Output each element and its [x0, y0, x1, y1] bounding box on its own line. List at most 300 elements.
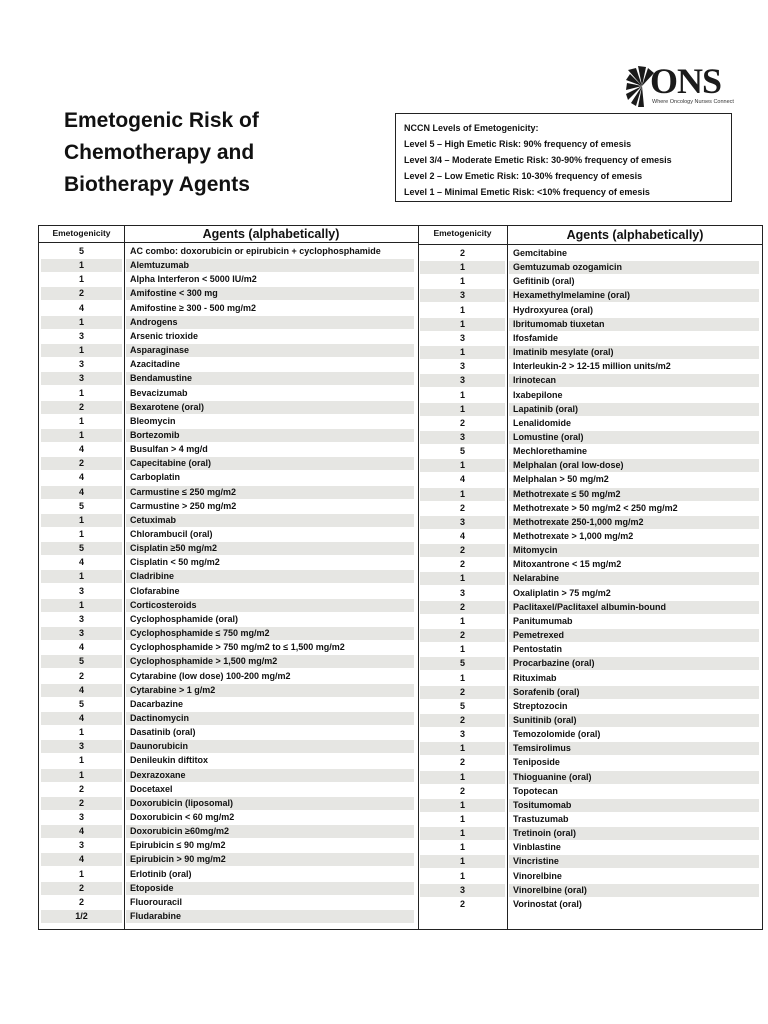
agent-cell: Androgens [126, 316, 414, 329]
agent-cell: Dactinomycin [126, 712, 414, 725]
emetogenicity-cell: 2 [420, 629, 505, 642]
emetogenicity-cell: 2 [78, 896, 84, 907]
emetogenicity-cell: 1 [420, 488, 505, 501]
agent-cell: Bleomycin [130, 415, 176, 426]
emetogenicity-cell: 1 [41, 514, 122, 527]
emetogenicity-cell: 3 [459, 587, 465, 598]
table-row [41, 415, 414, 428]
table-row [420, 813, 759, 826]
levels-heading: NCCN Levels of Emetogenicity: [404, 123, 539, 133]
header-rule-left [39, 242, 418, 243]
emetogenicity-cell: 1 [41, 344, 122, 357]
emetogenicity-cell: 1 [78, 529, 84, 539]
emetogenicity-cell: 3 [78, 840, 84, 851]
table-row [420, 855, 759, 868]
table-row [41, 457, 414, 470]
emetogenicity-cell: 1 [78, 415, 84, 426]
emetogenicity-cell: 4 [78, 444, 84, 455]
emetogenicity-cell: 5 [78, 698, 84, 709]
emetogenicity-cell: 2 [78, 783, 84, 794]
agent-cell: Carmustine ≤ 250 mg/m2 [126, 486, 414, 499]
agent-cell: Methotrexate ≤ 50 mg/m2 [509, 488, 759, 501]
emetogenicity-cell: 4 [41, 712, 122, 725]
agent-cell: Vinorelbine (oral) [509, 884, 759, 897]
agent-cell: Doxorubicin ≥60mg/m2 [126, 825, 414, 838]
table-row [41, 740, 414, 753]
emetogenicity-cell: 3 [41, 627, 122, 640]
emetogenicity-cell: 2 [420, 544, 505, 557]
agent-cell: Thioguanine (oral) [509, 771, 759, 784]
emetogenicity-cell: 4 [41, 486, 122, 499]
emetogenicity-cell: 1 [420, 403, 505, 416]
emetogenicity-cell: 1 [420, 855, 505, 868]
emetogenicity-cell: 1/2 [41, 910, 122, 923]
emetogenicity-cell: 4 [41, 853, 122, 866]
emetogenicity-cell: 4 [78, 557, 84, 568]
emetogenicity-cell: 2 [459, 502, 465, 513]
emetogenicity-cell: 2 [459, 417, 465, 428]
table-row [41, 486, 414, 499]
emetogenicity-cell: 5 [459, 700, 465, 711]
agent-cell: Gemtuzumab ozogamicin [509, 261, 759, 274]
emetogenicity-cell: 3 [420, 516, 505, 529]
table-row [41, 358, 414, 371]
emetogenicity-cell: 2 [420, 601, 505, 614]
emetogenicity-cell: 1 [420, 346, 505, 359]
agent-cell: Arsenic trioxide [130, 330, 199, 341]
agent-cell: Methotrexate > 50 mg/m2 < 250 mg/m2 [513, 502, 678, 513]
table-row [41, 471, 414, 484]
table-row [41, 401, 414, 414]
agent-cell: Cetuximab [126, 514, 414, 527]
emetogenicity-cell: 1 [459, 276, 465, 287]
table-row [420, 870, 759, 883]
agent-cell: Lenalidomide [513, 417, 572, 428]
emetogenicity-cell: 3 [420, 374, 505, 387]
page-title: Emetogenic Risk of Chemotherapy and Biotherapy Agents [64, 109, 259, 196]
agent-cell: Sorafenib (oral) [509, 686, 759, 699]
emetogenicity-cell: 3 [78, 330, 84, 341]
agent-cell: Trastuzumab [513, 814, 569, 824]
table-row [420, 558, 759, 571]
table-row [420, 304, 759, 317]
table-row [41, 882, 414, 895]
emetogenicity-cell: 2 [41, 457, 122, 470]
table-row [41, 302, 414, 315]
emetogenicity-cell: 1 [41, 599, 122, 612]
agent-cell: Cyclophosphamide (oral) [130, 613, 239, 624]
agent-cell: Chlorambucil (oral) [130, 529, 213, 539]
emetogenicity-cell: 2 [459, 757, 465, 768]
agent-cell: Carmustine > 250 mg/m2 [130, 500, 237, 511]
table-row [41, 372, 414, 385]
agent-cell: Amifostine < 300 mg [126, 287, 414, 300]
agent-cell: Cyclophosphamide > 1,500 mg/m2 [126, 655, 414, 668]
table-row [41, 316, 414, 329]
table-row [420, 473, 759, 486]
emetogenicity-cell: 3 [78, 585, 84, 596]
table-row [420, 601, 759, 614]
emetogenicity-cell: 1 [420, 827, 505, 840]
level-2-text: Level 2 – Low Emetic Risk: 10-30% frequency of emesis [404, 171, 643, 181]
emetogenicity-cell: 5 [420, 657, 505, 670]
agent-cell: Alpha Interferon < 5000 IU/m2 [130, 274, 257, 285]
right-agents-header: Agents (alphabetically) [566, 228, 704, 242]
table-row [41, 344, 414, 357]
agent-cell: Ifosfamide [513, 332, 559, 343]
emetogenicity-cell: 4 [41, 684, 122, 697]
agent-cell: Ibritumomab tiuxetan [509, 318, 759, 331]
table-row [41, 853, 414, 866]
table-row [420, 686, 759, 699]
column-divider [418, 226, 419, 929]
table-row [420, 374, 759, 387]
agent-cell: Paclitaxel/Paclitaxel albumin-bound [509, 601, 759, 614]
emetogenicity-cell: 1 [420, 742, 505, 755]
agent-cell: Lapatinib (oral) [509, 403, 759, 416]
agent-cell: Denileukin diftitox [130, 755, 209, 766]
emetogenicity-cell: 5 [459, 446, 465, 457]
table-row [41, 627, 414, 640]
table-row [41, 259, 414, 272]
table-row [420, 261, 759, 274]
table-row [41, 811, 414, 824]
table-row [420, 756, 759, 769]
table-row [420, 827, 759, 840]
agent-cell: Busulfan > 4 mg/d [130, 444, 208, 455]
emetogenicity-cell: 2 [459, 559, 465, 570]
emetogenicity-cell: 1 [459, 615, 465, 626]
emetogenicity-cell: 1 [459, 389, 465, 400]
agent-cell: Bevacizumab [130, 387, 188, 398]
table-row [420, 643, 759, 656]
emetogenicity-cell: 3 [420, 884, 505, 897]
table-row [41, 670, 414, 683]
table-row [41, 570, 414, 583]
agent-cell: Methotrexate 250-1,000 mg/m2 [509, 516, 759, 529]
agent-cell: Vinorelbine [513, 870, 562, 881]
table-row [420, 672, 759, 685]
table-row [420, 488, 759, 501]
emetogenicity-cell: 2 [420, 714, 505, 727]
emetogenicity-cell: 1 [420, 799, 505, 812]
emetogenicity-cell: 3 [420, 289, 505, 302]
emetogenicity-table [38, 225, 763, 930]
table-row [41, 287, 414, 300]
agent-cell: Gemcitabine [513, 248, 568, 258]
table-row [420, 728, 759, 741]
emetogenicity-cell: 3 [459, 332, 465, 343]
agent-cell: Doxorubicin < 60 mg/m2 [130, 812, 235, 822]
table-row [41, 783, 414, 796]
agent-cell: Vorinostat (oral) [513, 898, 582, 909]
table-row [420, 742, 759, 755]
emetogenicity-cell: 2 [78, 670, 84, 681]
agent-cell: Erlotinib (oral) [130, 868, 192, 879]
emetogenicity-cell: 1 [420, 318, 505, 331]
emetogenicity-cell: 2 [41, 287, 122, 300]
agent-cell: Cisplatin ≥50 mg/m2 [126, 542, 414, 555]
table-row [420, 289, 759, 302]
agent-cell: Interleukin-2 > 12-15 million units/m2 [513, 361, 671, 372]
agent-cell: Bexarotene (oral) [126, 401, 414, 414]
agent-cell: Gefitinib (oral) [513, 276, 575, 287]
agent-cell: Topotecan [513, 785, 558, 796]
table-row [41, 839, 414, 852]
table-row [420, 445, 759, 458]
table-row [41, 726, 414, 739]
emetogenicity-cell: 3 [41, 372, 122, 385]
emetogenicity-cell: 3 [78, 812, 84, 822]
agent-cell: Cyclophosphamide ≤ 750 mg/m2 [126, 627, 414, 640]
table-row [41, 443, 414, 456]
nccn-levels-box [395, 113, 732, 202]
level-3-4-text: Level 3/4 – Moderate Emetic Risk: 30-90% frequency of emesis [404, 155, 672, 165]
emetogenicity-cell: 1 [78, 755, 84, 766]
emetogenicity-cell: 1 [420, 261, 505, 274]
table-row [41, 387, 414, 400]
emetogenicity-cell: 2 [459, 248, 465, 258]
table-row [420, 587, 759, 600]
ons-logo [626, 62, 738, 112]
table-row [41, 712, 414, 725]
emetogenicity-cell: 3 [78, 359, 84, 370]
emetogenicity-cell: 1 [459, 644, 465, 655]
agent-cell: Melphalan > 50 mg/m2 [513, 474, 609, 485]
table-row [420, 459, 759, 472]
emetogenicity-cell: 1 [41, 316, 122, 329]
agent-cell: Asparaginase [126, 344, 414, 357]
table-row [41, 613, 414, 626]
table-row [41, 910, 414, 923]
table-row [41, 429, 414, 442]
agent-cell: Temozolomide (oral) [513, 729, 601, 740]
emetogenicity-cell: 2 [459, 785, 465, 796]
agent-cell: Capecitabine (oral) [126, 457, 414, 470]
agent-cell: AC combo: doxorubicin or epirubicin + cyclophosphamide [130, 246, 381, 256]
table-row [420, 516, 759, 529]
agent-cell: Dacarbazine [130, 698, 184, 709]
table-row [420, 417, 759, 430]
agent-cell: Cyclophosphamide > 750 mg/m2 to ≤ 1,500 mg/m2 [130, 642, 345, 653]
agent-cell: Cisplatin < 50 mg/m2 [130, 557, 220, 568]
table-row [420, 346, 759, 359]
table-row [41, 245, 414, 258]
emetogenicity-cell: 1 [41, 429, 122, 442]
agent-cell: Mitomycin [509, 544, 759, 557]
agent-cell: Lomustine (oral) [509, 431, 759, 444]
agent-cell: Carboplatin [130, 472, 181, 483]
level-5-text: Level 5 – High Emetic Risk: 90% frequency of emesis [404, 139, 632, 149]
agent-cell: Hydroxyurea (oral) [513, 304, 594, 315]
emetogenicity-cell: 1 [41, 769, 122, 782]
table-row [41, 769, 414, 782]
agent-cell: Sunitinib (oral) [509, 714, 759, 727]
emetogenicity-cell: 2 [41, 401, 122, 414]
emetogenicity-cell: 1 [420, 572, 505, 585]
table-row [420, 771, 759, 784]
agent-cell: Irinotecan [509, 374, 759, 387]
table-row [41, 641, 414, 654]
emetogenicity-cell: 3 [41, 740, 122, 753]
emetogenicity-cell: 1 [459, 842, 465, 853]
emetogenicity-cell: 4 [459, 531, 465, 541]
table-row [41, 500, 414, 513]
emetogenicity-cell: 4 [459, 474, 465, 485]
emetogenicity-cell: 4 [78, 302, 84, 313]
agent-cell: Temsirolimus [509, 742, 759, 755]
agent-cell: Doxorubicin (liposomal) [126, 797, 414, 810]
emetogenicity-cell: 1 [78, 868, 84, 879]
agent-cell: Docetaxel [130, 783, 173, 794]
emetogenicity-cell: 3 [459, 729, 465, 740]
emetogenicity-cell: 1 [78, 274, 84, 285]
table-row [41, 797, 414, 810]
agent-cell: Bortezomib [126, 429, 414, 442]
agent-cell: Clofarabine [130, 585, 180, 596]
table-row [41, 896, 414, 909]
table-row [420, 247, 759, 260]
agent-cell: Rituximab [513, 672, 557, 683]
agent-cell: Nelarabine [509, 572, 759, 585]
emetogenicity-cell: 2 [41, 882, 122, 895]
agent-cell: Cytarabine (low dose) 100-200 mg/m2 [130, 670, 291, 681]
emetogenicity-cell: 2 [41, 797, 122, 810]
logo-tagline: Where Oncology Nurses Connect [652, 99, 734, 105]
emetogenicity-cell: 3 [420, 431, 505, 444]
agent-cell: Fluorouracil [130, 896, 183, 907]
level-1-text: Level 1 – Minimal Emetic Risk: <10% frequency of emesis [404, 187, 650, 197]
agent-cell: Imatinib mesylate (oral) [509, 346, 759, 359]
agent-cell: Tositumomab [509, 799, 759, 812]
table-row [420, 360, 759, 373]
emetogenicity-cell: 4 [78, 472, 84, 483]
agent-cell: Corticosteroids [126, 599, 414, 612]
table-row [41, 330, 414, 343]
table-row [420, 318, 759, 331]
table-row [41, 599, 414, 612]
emetogenicity-cell: 1 [420, 771, 505, 784]
agent-cell: Epirubicin > 90 mg/m2 [126, 853, 414, 866]
agent-cell: Dasatinib (oral) [130, 727, 196, 738]
agent-cell: Epirubicin ≤ 90 mg/m2 [130, 840, 226, 851]
table-row [420, 544, 759, 557]
table-row [420, 431, 759, 444]
table-row [420, 898, 759, 911]
header-rule-right [418, 244, 762, 245]
emetogenicity-cell: 1 [420, 459, 505, 472]
logo-wordmark: ONS [650, 61, 722, 101]
agent-cell: Procarbazine (oral) [509, 657, 759, 670]
table-row [41, 698, 414, 711]
table-row [420, 841, 759, 854]
table-row [41, 542, 414, 555]
table-row [420, 332, 759, 345]
agent-cell: Cladribine [126, 570, 414, 583]
table-row [420, 502, 759, 515]
agent-cell: Bendamustine [126, 372, 414, 385]
agent-cell: Cytarabine > 1 g/m2 [126, 684, 414, 697]
emetogenicity-cell: 1 [41, 570, 122, 583]
agent-cell: Dexrazoxane [126, 769, 414, 782]
emetogenicity-cell: 4 [41, 825, 122, 838]
table-row [420, 572, 759, 585]
table-row [41, 514, 414, 527]
table-row [420, 884, 759, 897]
table-row [420, 785, 759, 798]
table-row [41, 754, 414, 767]
agent-cell: Methotrexate > 1,000 mg/m2 [513, 531, 634, 541]
agent-cell: Daunorubicin [126, 740, 414, 753]
emetogenicity-cell: 1 [78, 727, 84, 738]
agent-cell: Teniposide [513, 757, 560, 768]
emetogenicity-cell: 1 [459, 672, 465, 683]
emetogenicity-cell: 3 [78, 613, 84, 624]
table-row [41, 868, 414, 881]
agent-cell: Mechlorethamine [513, 446, 588, 457]
emetogenicity-cell: 5 [41, 655, 122, 668]
table-row [420, 629, 759, 642]
left-agents-header: Agents (alphabetically) [202, 227, 340, 241]
agent-cell: Pemetrexed [509, 629, 759, 642]
table-row [420, 275, 759, 288]
agent-cell: Streptozocin [513, 700, 568, 711]
table-row [420, 389, 759, 402]
table-row [420, 615, 759, 628]
emetogenicity-cell: 5 [41, 542, 122, 555]
table-row [41, 585, 414, 598]
agent-cell: Vinblastine [513, 842, 561, 853]
table-row [41, 684, 414, 697]
emetogenicity-cell: 5 [78, 246, 84, 256]
agent-cell: Oxaliplatin > 75 mg/m2 [513, 587, 611, 598]
emetogenicity-cell: 3 [459, 361, 465, 372]
table-row [41, 655, 414, 668]
table-row [41, 556, 414, 569]
emetogenicity-cell: 5 [78, 500, 84, 511]
emetogenicity-cell: 1 [459, 870, 465, 881]
agent-cell: Tretinoin (oral) [509, 827, 759, 840]
agent-cell: Ixabepilone [513, 389, 563, 400]
agent-cell: Etoposide [126, 882, 414, 895]
agent-cell: Mitoxantrone < 15 mg/m2 [513, 559, 622, 570]
agent-cell: Azacitadine [130, 359, 181, 370]
agent-cell: Alemtuzumab [126, 259, 414, 272]
table-row [420, 700, 759, 713]
table-row [420, 714, 759, 727]
agent-cell: Panitumumab [513, 615, 573, 626]
emetogenicity-cell: 1 [78, 387, 84, 398]
emetogenicity-cell: 4 [78, 642, 84, 653]
emetogenicity-cell: 1 [459, 814, 465, 824]
emetogenicity-cell: 2 [459, 898, 465, 909]
right-emetogenicity-header: Emetogenicity [433, 228, 492, 238]
agent-cell: Fludarabine [126, 910, 414, 923]
table-row [41, 273, 414, 286]
agent-cell: Vincristine [509, 855, 759, 868]
left-emetogenicity-header: Emetogenicity [52, 228, 111, 238]
table-row [420, 657, 759, 670]
table-row [420, 403, 759, 416]
emetogenicity-cell: 2 [420, 686, 505, 699]
emetogenicity-cell: 1 [459, 304, 465, 315]
table-row [420, 799, 759, 812]
table-row [41, 528, 414, 541]
agent-cell: Melphalan (oral low-dose) [509, 459, 759, 472]
agent-cell: Hexamethylmelamine (oral) [509, 289, 759, 302]
emetogenicity-cell: 1 [41, 259, 122, 272]
table-row [420, 530, 759, 543]
